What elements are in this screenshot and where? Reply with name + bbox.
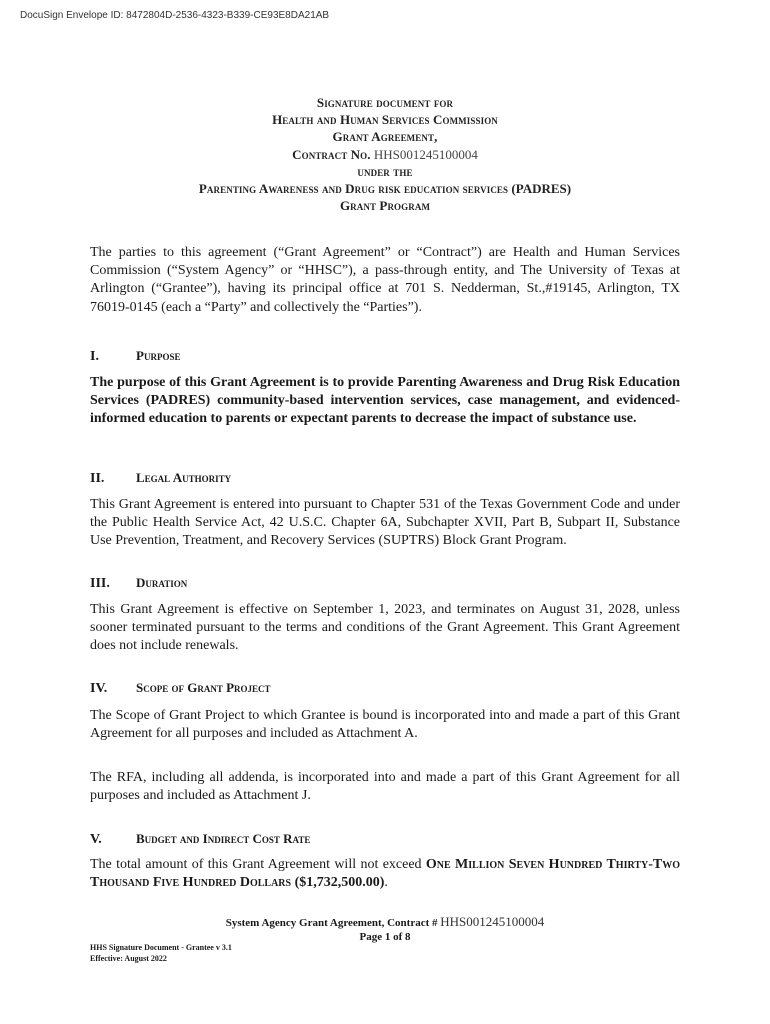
document-title-block bbox=[0, 94, 770, 214]
contract-number: HHS001245100004 bbox=[373, 146, 478, 162]
section-3-number: III. bbox=[90, 576, 110, 591]
budget-amount-words: One Million Seven Hundred Thirty-Two Thousand Five Hundred Dollars bbox=[90, 857, 680, 891]
section-3-text: This Grant Agreement is effective on September 1, 2023, and terminates on August 31, 2028, unless sooner terminated pursuant to the terms and conditions of the Grant Agreement. This Grant Agreement does not include renewals. bbox=[90, 602, 680, 654]
budget-text-suffix: . bbox=[384, 875, 388, 891]
section-4-number: IV. bbox=[90, 681, 108, 696]
section-4-title: Scope of Grant Project bbox=[136, 680, 271, 695]
section-3-title: Duration bbox=[136, 575, 188, 590]
footer-contract-line bbox=[0, 915, 770, 930]
page-number: Page 1 of 8 bbox=[359, 931, 411, 943]
section-4-heading bbox=[90, 680, 690, 697]
section-5-number: V. bbox=[90, 832, 102, 847]
title-line-7: Grant Program bbox=[339, 198, 431, 214]
footer-contract-number: HHS001245100004 bbox=[440, 914, 545, 929]
budget-amount: ($1,732,500.00) bbox=[294, 875, 385, 891]
section-1-title: Purpose bbox=[136, 348, 181, 363]
document-version: HHS Signature Document - Grantee v 3.1 bbox=[90, 943, 232, 952]
section-1-number: I. bbox=[90, 349, 99, 364]
page-footer bbox=[0, 915, 770, 944]
section-2-text: This Grant Agreement is entered into pursuant to Chapter 531 of the Texas Government Code and under the Public Health Service Act, 42 U.S.C. Chapter 6A, Subchapter XVII, Part B, Subpart II, Substance Use Prevention, Treatment, and Recovery Services (SUPTRS) Block Grant Program. bbox=[90, 497, 680, 549]
section-2-title: Legal Authority bbox=[136, 470, 232, 485]
section-4-text: The Scope of Grant Project to which Grantee is bound is incorporated into and made a part of this Grant Agreement for all purposes and included as Attachment A. bbox=[90, 708, 680, 742]
title-line-2: Health and Human Services Commission bbox=[272, 112, 498, 128]
program-name: Parenting Awareness and Drug risk education services bbox=[198, 181, 509, 197]
document-version-info bbox=[90, 942, 232, 964]
intro-paragraph: The parties to this agreement (“Grant Agreement” or “Contract”) are Health and Human Services Commission (“System Agency” or “HHSC”), a pass-through entity, and The University of Texas at Arlington (“Grantee”), having its principal office at 701 S. Nedderman, St.,#19145, Arlington, TX 76019-0145 (each a “Party” and collectively the “Parties”). bbox=[90, 245, 680, 315]
section-2-heading bbox=[90, 470, 690, 487]
section-4-text-2: The RFA, including all addenda, is incorporated into and made a part of this Grant Agreement for all purposes and included as Attachment J. bbox=[90, 770, 680, 804]
docusign-envelope-id: DocuSign Envelope ID: 8472804D-2536-4323-B339-CE93E8DA21AB bbox=[20, 10, 330, 21]
contract-no-label: Contract No. bbox=[292, 146, 371, 162]
title-line-1: Signature document for bbox=[316, 95, 454, 110]
section-1-heading bbox=[90, 348, 690, 365]
section-3-heading bbox=[90, 575, 690, 592]
effective-date: Effective: August 2022 bbox=[90, 954, 167, 963]
section-5-heading bbox=[90, 831, 690, 848]
section-1-text: The purpose of this Grant Agreement is to provide Parenting Awareness and Drug Risk Education Services (PADRES) community-based intervention services, case management, and evidenced-informed education to parents or expectant parents to decrease the impact of substance use. bbox=[90, 375, 680, 427]
program-acronym: (PADRES) bbox=[511, 181, 572, 197]
title-line-3: Grant Agreement, bbox=[332, 129, 438, 145]
title-line-4 bbox=[0, 146, 770, 163]
footer-contract-label: System Agency Grant Agreement, Contract # bbox=[225, 917, 438, 929]
section-5-text bbox=[90, 856, 680, 892]
title-line-6 bbox=[0, 180, 770, 197]
section-5-title: Budget and Indirect Cost Rate bbox=[136, 831, 311, 846]
budget-text-prefix: The total amount of this Grant Agreement will not exceed bbox=[90, 857, 422, 872]
title-line-5: under the bbox=[357, 163, 413, 179]
section-2-number: II. bbox=[90, 471, 105, 486]
